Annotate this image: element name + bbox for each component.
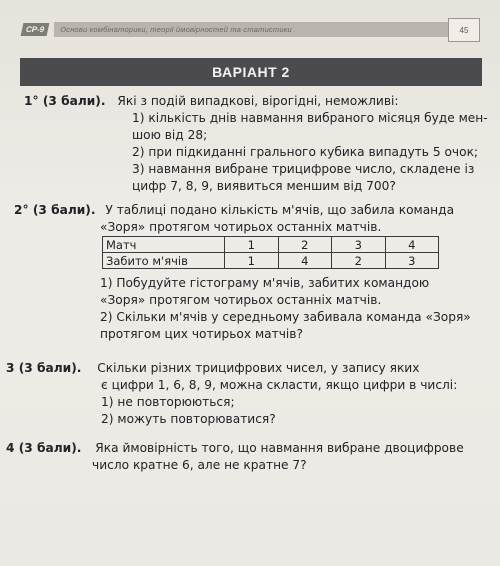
task-2-question-line: 1) Побудуйте гістограму м'ячів, забитих командою (100, 276, 430, 290)
task-3-line: Скільки різних трицифрових чисел, у запису яких (97, 361, 420, 375)
table-row (103, 237, 439, 253)
task-1-line: 3) навмання вибране трицифрове число, складене із (132, 162, 475, 176)
table-row (103, 253, 439, 269)
table-cell: 1 (225, 237, 279, 253)
task-3-label: 3 (3 бали). (6, 361, 82, 375)
section-code: СР-9 (21, 23, 50, 36)
section-topic: Основи комбінаторики, теорії ймовірностей та статистики (54, 22, 478, 37)
page-number: 45 (448, 18, 480, 42)
task-3 (6, 360, 494, 428)
task-2-questions (100, 275, 492, 343)
page-header (22, 20, 478, 38)
task-2-question-line: протягом цих чотирьох матчів? (100, 327, 303, 341)
table-cell: 3 (332, 237, 386, 253)
task-4-line: число кратне 6, але не кратне 7? (92, 458, 307, 472)
task-1 (24, 93, 489, 195)
table-cell: 4 (385, 237, 439, 253)
task-4-line: Яка ймовірність того, що навмання вибране двоцифрове (95, 441, 464, 455)
task-2-line: У таблиці подано кількість м'ячів, що забила команда (105, 203, 455, 217)
table-cell: Забито м'ячів (103, 253, 225, 269)
task-2 (14, 202, 492, 236)
task-1-line: шою від 28; (132, 128, 208, 142)
task-2-label: 2° (3 бали). (14, 203, 96, 217)
task-1-line: 1) кількість днів навмання вибраного місяця буде мен- (132, 111, 488, 125)
task-4-label: 4 (3 бали). (6, 441, 82, 455)
task-2-line: «Зоря» протягом чотирьох останніх матчів. (100, 220, 382, 234)
task-2-question-line: 2) Скільки м'ячів у середньому забивала команда «Зоря» (100, 310, 471, 324)
goals-table (102, 236, 439, 269)
table-cell: Матч (103, 237, 225, 253)
task-1-line: 2) при підкиданні грального кубика випадуть 5 очок; (132, 145, 479, 159)
task-1-line: Які з подій випадкові, вірогідні, неможливі: (117, 94, 399, 108)
task-1-label: 1° (3 бали). (24, 94, 106, 108)
task-3-line: 1) не повторюються; (101, 395, 235, 409)
table-cell: 1 (225, 253, 279, 269)
table-cell: 2 (278, 237, 332, 253)
table-cell: 2 (332, 253, 386, 269)
task-4 (6, 440, 494, 474)
task-2-question-line: «Зоря» протягом чотирьох останніх матчів. (100, 293, 382, 307)
task-3-line: 2) можуть повторюватися? (101, 412, 276, 426)
table-cell: 4 (278, 253, 332, 269)
task-1-line: цифр 7, 8, 9, виявиться меншим від 700? (132, 179, 396, 193)
table-cell: 3 (385, 253, 439, 269)
variant-title: ВАРІАНТ 2 (20, 58, 482, 86)
task-3-line: є цифри 1, 6, 8, 9, можна скласти, якщо цифри в числі: (101, 378, 458, 392)
